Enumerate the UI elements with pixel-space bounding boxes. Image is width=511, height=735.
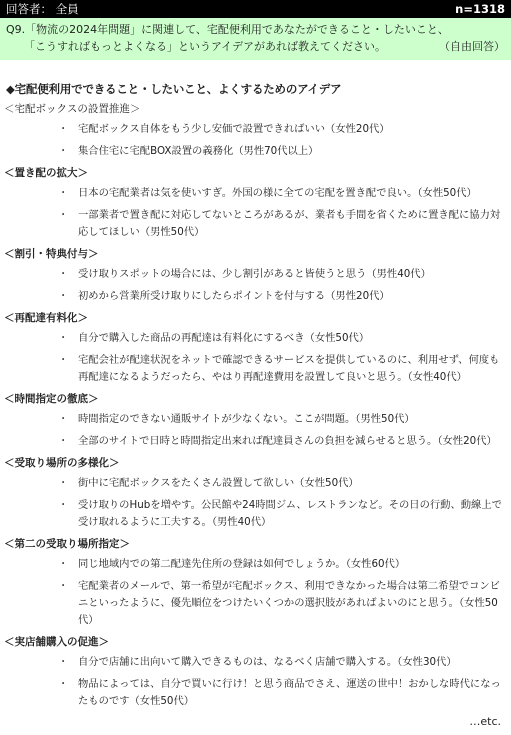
bullet-icon: ・ xyxy=(58,209,69,221)
list-item xyxy=(0,266,511,283)
list-item-text: 初めから営業所受け取りにしたらポイントを付与する（男性20代） xyxy=(78,290,390,302)
bullet-icon: ・ xyxy=(58,413,69,425)
list-item-text: 日本の宅配業者は気を使いすぎ。外国の様に全ての宅配を置き配で良い。（女性50代） xyxy=(78,187,477,199)
category-heading: ＜割引・特典付与＞ xyxy=(4,248,99,260)
question-line-2: 「こうすればもっとよくなる」というアイデアがあれば教えてください。 xyxy=(24,40,387,53)
list-item xyxy=(0,143,511,160)
list-item xyxy=(0,433,511,450)
bullet-icon: ・ xyxy=(58,290,69,302)
list-item-text: 受け取りスポットの場合には、少し割引があると皆使うと思う（男性40代） xyxy=(78,268,431,280)
list-item-text: 街中に宅配ボックスをたくさん設置して欲しい（女性50代） xyxy=(78,477,359,489)
list-item-text: 宅配業者のメールで、第一希望が宅配ボックス、利用できなかった場合は第二希望でコンビニといったように、優先順位をつけたいくつかの選択肢があればよいのにと思う。（女性50代） xyxy=(78,580,500,626)
category-heading: ＜実店舗購入の促進＞ xyxy=(4,636,109,648)
list-item-text: 全部のサイトで日時と時間指定出来れば配達員さんの負担を減らせると思う。（女性20代） xyxy=(78,435,497,447)
category-heading: ＜受取り場所の多様化＞ xyxy=(4,457,120,469)
bullet-icon: ・ xyxy=(58,477,69,489)
list-item xyxy=(0,352,511,386)
list-item-text: 受け取りのHubを増やす。公民館や24時間ジム、レストランなど。その日の行動、動線上で受け取れるように工夫する。（男性40代） xyxy=(78,499,502,528)
question-type: （自由回答） xyxy=(439,40,505,53)
bullet-icon: ・ xyxy=(58,354,69,366)
bullet-icon: ・ xyxy=(58,123,69,135)
list-item xyxy=(0,676,511,710)
list-item-text: 集合住宅に宅配BOX設置の義務化（男性70代以上） xyxy=(78,145,319,157)
list-item xyxy=(0,121,511,138)
bullet-icon: ・ xyxy=(58,656,69,668)
list-item-text: 物品によっては、自分で買いに行け！と思う商品でさえ、運送の世中！おかしな時代になったものです（女性50代） xyxy=(78,678,501,707)
list-item xyxy=(0,475,511,492)
list-item-text: 自分で購入した商品の再配達は有料化にするべき（女性50代） xyxy=(78,332,370,344)
etc-note: …etc. xyxy=(469,715,501,728)
respondents-label: 回答者： 全員 xyxy=(6,2,79,16)
list-item-text: 宅配会社が配達状況をネットで確認できるサービスを提供しているのに、利用せず、何度も再配達になるようだったら、やはり再配達費用を設置して良いと思う。（女性40代） xyxy=(78,354,500,383)
bullet-icon: ・ xyxy=(58,499,69,511)
category-heading: ＜置き配の拡大＞ xyxy=(4,167,88,179)
respondent-header xyxy=(0,0,511,18)
list-item-text: 自分で店舗に出向いて購入できるものは、なるべく店舗で購入する。（女性30代） xyxy=(78,656,457,668)
list-item xyxy=(0,185,511,202)
bullet-icon: ・ xyxy=(58,332,69,344)
category-heading: ＜時間指定の徹底＞ xyxy=(4,393,99,405)
list-item xyxy=(0,556,511,573)
list-item-text: 時間指定のできない通販サイトが少なくない。ここが問題。（男性50代） xyxy=(78,413,415,425)
category-heading: ＜第二の受取り場所指定＞ xyxy=(4,538,130,550)
question-line-1: Q9.「物流の2024年問題」に関連して、宅配便利用であなたができること・したいこと、 xyxy=(6,23,449,36)
sample-size: n=1318 xyxy=(455,2,505,16)
list-item-text: 一部業者で置き配に対応してないところがあるが、業者も手間を省くために置き配に協力対応してほしい（男性50代） xyxy=(78,209,501,238)
list-item xyxy=(0,288,511,305)
section-title: ◆宅配便利用でできること・したいこと、よくするためのアイデア xyxy=(6,82,342,96)
ideas-list xyxy=(0,100,511,710)
bullet-icon: ・ xyxy=(58,435,69,447)
bullet-icon: ・ xyxy=(58,558,69,570)
list-item-text: 同じ地域内での第二配達先住所の登録は如何でしょうか。（女性60代） xyxy=(78,558,406,570)
question-box xyxy=(0,18,511,60)
category-heading: ＜宅配ボックスの設置推進＞ xyxy=(4,103,141,115)
bullet-icon: ・ xyxy=(58,187,69,199)
list-item xyxy=(0,207,511,241)
list-item xyxy=(0,330,511,347)
bullet-icon: ・ xyxy=(58,678,69,690)
list-item xyxy=(0,411,511,428)
list-item-text: 宅配ボックス自体をもう少し安価で設置できればいい（女性20代） xyxy=(78,123,390,135)
category-heading: ＜再配達有料化＞ xyxy=(4,312,88,324)
bullet-icon: ・ xyxy=(58,145,69,157)
bullet-icon: ・ xyxy=(58,580,69,592)
list-item xyxy=(0,654,511,671)
bullet-icon: ・ xyxy=(58,268,69,280)
list-item xyxy=(0,578,511,629)
list-item xyxy=(0,497,511,531)
